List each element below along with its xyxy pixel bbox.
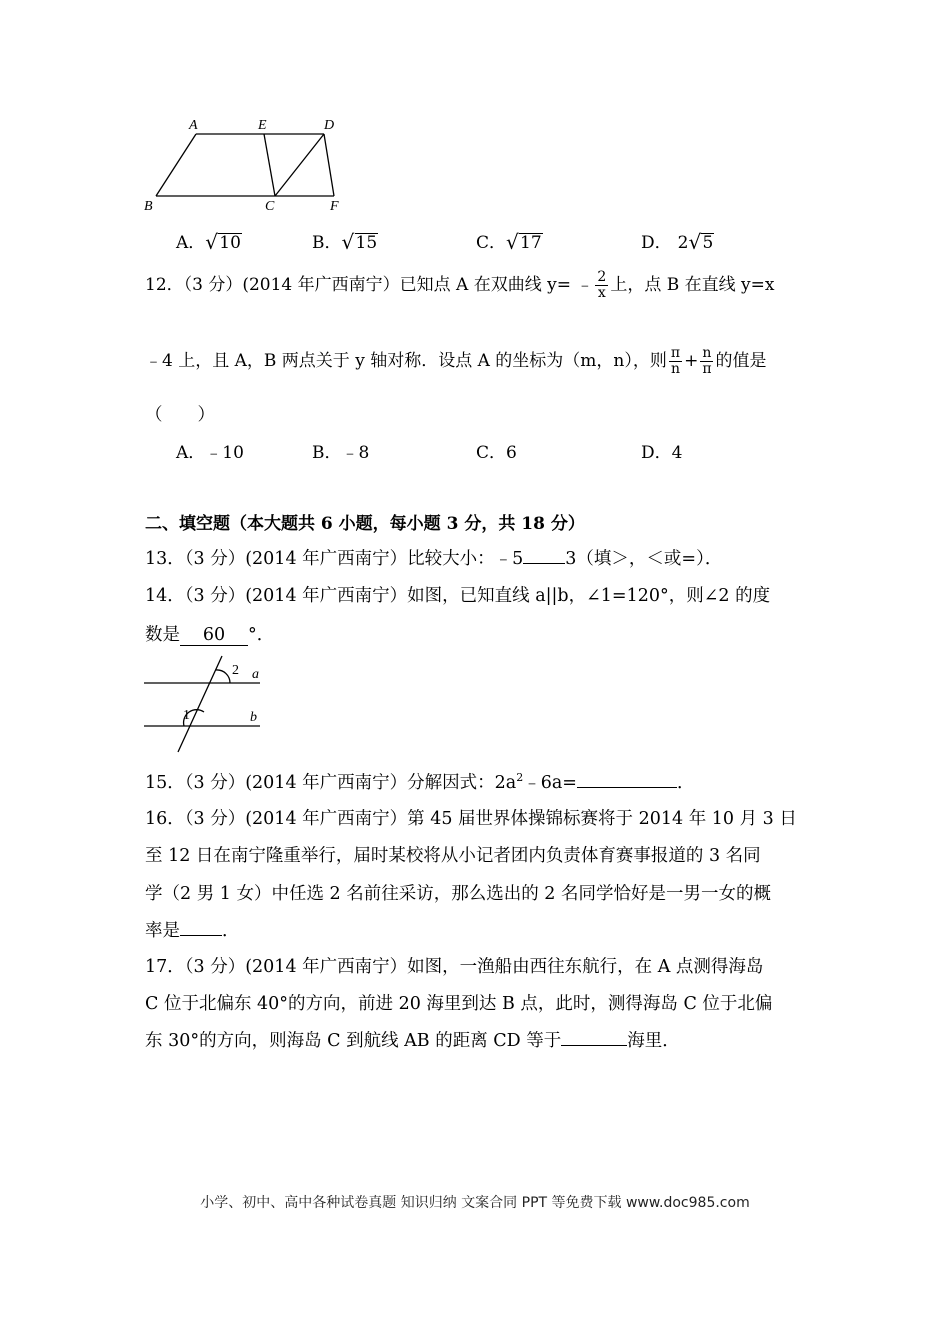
q16-line-4: 率是 ． xyxy=(145,921,240,941)
label-f: F xyxy=(330,199,339,214)
q11-option-c: C． √ 17 xyxy=(476,230,542,254)
q12-line-1: 12．（3 分）(2014 年广西南宁）已知点 A 在双曲线 y= ﹣ $\frac{2}{x}$ 上，点 B 在直线 y=x xyxy=(145,269,775,301)
angle-1-label: 1 xyxy=(183,708,190,723)
q11-option-a: A． √ 10 xyxy=(176,230,241,254)
q12-fraction: $\frac{2}{x}$ xyxy=(597,269,607,301)
q12-option-a: A．﹣10 xyxy=(176,443,244,463)
label-a: A xyxy=(189,118,198,133)
label-b: B xyxy=(144,199,153,214)
angle-2-label: 2 xyxy=(232,663,239,678)
parallelogram-figure xyxy=(138,115,353,215)
q12-option-c: C．6 xyxy=(476,443,517,463)
q17-line-3: 东 30°的方向，则海岛 C 到航线 AB 的距离 CD 等于 海里． xyxy=(145,1031,680,1051)
page-footer: 小学、初中、高中各种试卷真题 知识归纳 文案合同 PPT 等免费下载 www.doc985.com xyxy=(200,1195,750,1211)
q12-line-2: ﹣4 上，且 A，B 两点关于 y 轴对称．设点 A 的坐标为（m，n），则 $\frac{\pi}{n}$ + $\frac{n}{\pi}$ 的值是 xyxy=(145,345,767,377)
q12-option-d: D．4 xyxy=(641,443,683,463)
label-e: E xyxy=(258,118,267,133)
section-title: 二、填空题（本大题共 6 小题，每小题 3 分，共 18 分） xyxy=(145,514,585,534)
q16-line-1: 16．（3 分）(2014 年广西南宁）第 45 届世界体操锦标赛将于 2014 年 10 月 3 日 xyxy=(145,809,797,829)
q13: 13．（3 分）(2014 年广西南宁）比较大小：﹣5 3（填＞，＜或=）． xyxy=(145,549,723,569)
q15: 15．（3 分）(2014 年广西南宁）分解因式：$2a^2﹣6a=$ ． xyxy=(145,771,695,793)
q11-option-d: D． 2 √ 5 xyxy=(641,230,714,254)
q17-line-1: 17．（3 分）(2014 年广西南宁）如图，一渔船由西往东航行，在 A 点测得海岛 xyxy=(145,957,764,977)
label-c: C xyxy=(265,199,275,214)
q12-line-3: （ ） xyxy=(145,405,215,425)
q14-line-1: 14．（3 分）(2014 年广西南宁）如图，已知直线 a||b，∠1=120°，则∠2 的度 xyxy=(145,586,771,606)
q17-blank xyxy=(561,1045,627,1046)
line-a-label: a xyxy=(252,667,259,682)
q14-answer: 60 xyxy=(180,625,248,646)
q13-blank xyxy=(523,563,565,564)
q14-line-2: 数是 60 °． xyxy=(145,625,275,645)
q16-line-3: 学（2 男 1 女）中任选 2 名前往采访，那么选出的 2 名同学恰好是一男一女的概 xyxy=(145,884,771,904)
q12-option-b: B．﹣8 xyxy=(312,443,370,463)
q17-line-2: C 位于北偏东 40°的方向，前进 20 海里到达 B 点，此时，测得海岛 C 位于北偏 xyxy=(145,994,773,1014)
label-d: D xyxy=(324,118,335,133)
q11-option-b: B． √ 15 xyxy=(312,230,378,254)
q16-line-2: 至 12 日在南宁隆重举行，届时某校将从小记者团内负责体育赛事报道的 3 名同 xyxy=(145,846,761,866)
q15-blank xyxy=(577,787,677,788)
q16-blank xyxy=(180,935,222,936)
line-b-label: b xyxy=(250,710,257,725)
parallel-lines-figure xyxy=(140,652,270,757)
